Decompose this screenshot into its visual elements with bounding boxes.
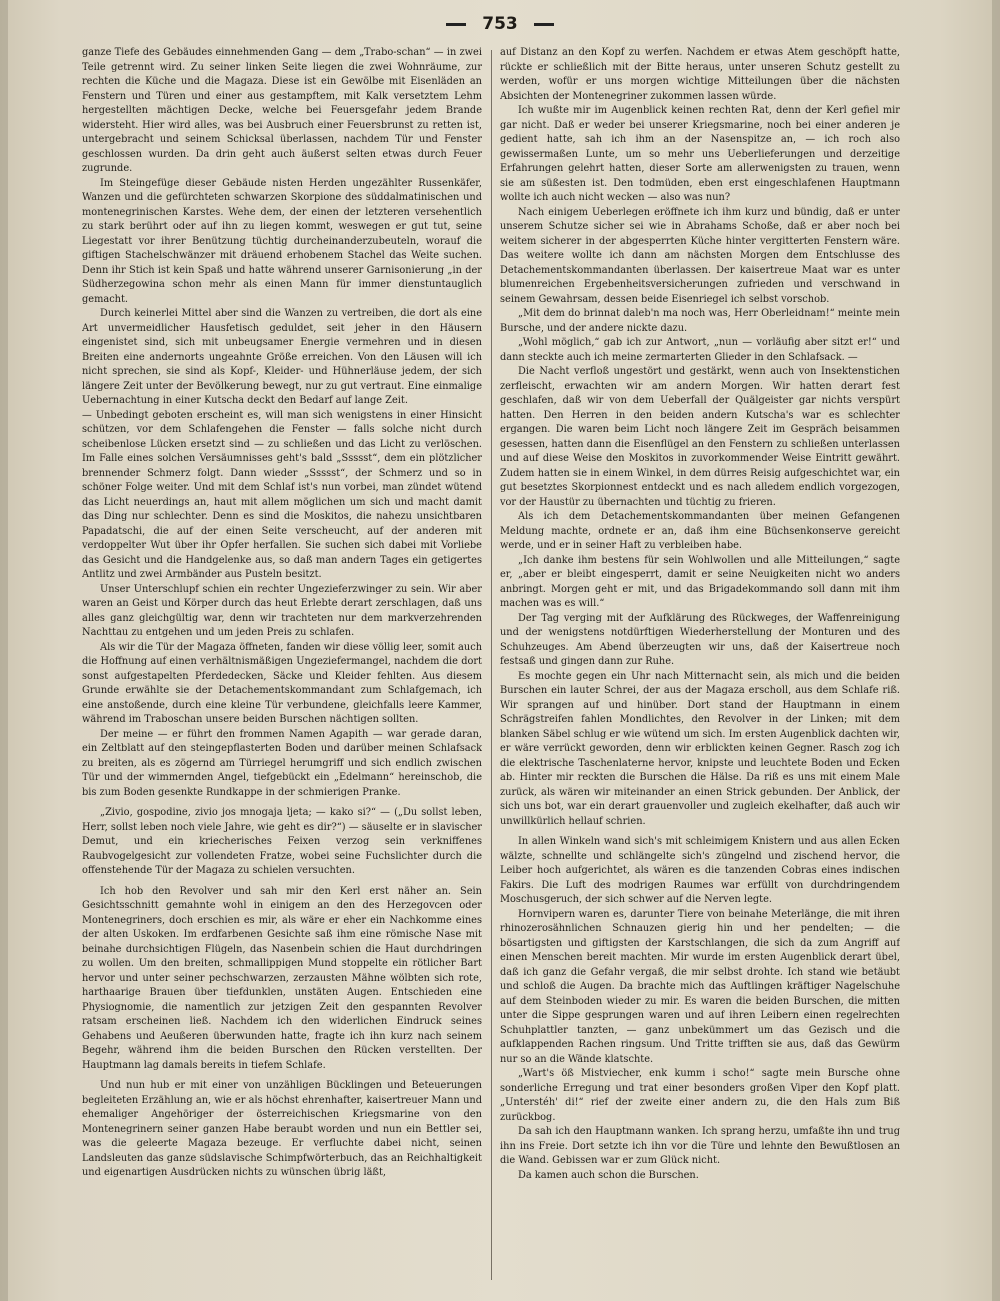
column-divider bbox=[491, 50, 492, 1280]
header-dash-left bbox=[446, 23, 466, 26]
paragraph: „Wohl möglich,“ gab ich zur Antwort, „nun — vorläufig aber sitzt er!“ und dann steckte auch ich meine zermarterten Glieder in den Schlafsack. — bbox=[500, 337, 900, 363]
paragraph: Hornvipern waren es, darunter Tiere von beinahe Meterlänge, die mit ihren rhinozerosähnlichen Schnauzen gierig hin und her pendelten; — die bösartigsten und giftigsten der Karstschlangen, die sich da zum Angriff auf einen Menschen bereit machten. Mir wurde im ersten Augenblick derart übel, daß ich ganz die Gefahr vergaß, die mir selbst drohte. Ich stand wie betäubt und schloß die Augen. Da brachte mich das Auftlingen kräftiger Nagelschuhe auf dem Steinboden wieder zu mir. Es waren die beiden Burschen, die mitten unter die Sippe gesprungen waren und auf ihren Leibern einen regelrechten Schuhplattler tanzten, — ganz unbekümmert um das Gezisch und die aufklappenden Rachen ringsum. Und Tritte trifften sie aus, daß das Gewürm nur so an die Wände klatschte. bbox=[500, 908, 900, 1065]
paragraph: Der Tag verging mit der Aufklärung des Rückweges, der Waffenreinigung und der wenigstens notdürftigen Wiederherstellung der Monturen und des Schuhzeuges. Am Abend überzeugten wir uns, daß der Kaisertreue noch festsaß und gingen dann zur Ruhe. bbox=[500, 612, 900, 667]
paragraph: Als wir die Tür der Magaza öffneten, fanden wir diese völlig leer, somit auch die Hoffnung auf einen verhältnismäßigen Ungeziefermangel, nachdem die dort sonst aufgestapelten Pferdedecken, Säcke und Kleider fehlten. Aus diesem Grunde erwählte sie der Detachementskommandant zum Schlafgemach, ich eine anstoßende, durch eine kleine Tür verbundene, gleichfalls leere Kammer, während im Traboschan unsere beiden Burschen nächtigen sollten. bbox=[82, 641, 482, 725]
paragraph: auf Distanz an den Kopf zu werfen. Nachdem er etwas Atem geschöpft hatte, rückte er schließlich mit der Bitte heraus, unter unseren Schutz gestellt zu werden, wofür er uns morgen wichtige Mitteilungen über die nächsten Absichten der Montenegriner zukommen lassen würde. bbox=[500, 47, 900, 102]
paragraph: Ich wußte mir im Augenblick keinen rechten Rat, denn der Kerl gefiel mir gar nicht. Daß er weder bei unserer Kriegsmarine, noch bei einer anderen je gedient hatte, sah ich ihm an der Nasenspitze an, — ich roch also gewissermaßen Lunte, um so mehr uns Ueberlieferungen und derzeitige Erfahrungen gelehrt hatten, dieser Sorte am allerwenigsten zu trauen, wenn sie am süßesten ist. Den todmüden, eben erst eingeschlafenen Hauptmann wollte ich auch nicht wecken — also was nun? bbox=[500, 105, 900, 203]
page-edge-right bbox=[992, 0, 1000, 1301]
paragraph: Die Nacht verfloß ungestört und gestärkt, wenn auch von Insektenstichen zerfleischt, erwachten wir am andern Morgen. Wir hatten derart fest geschlafen, daß wir von dem Ueberfall der Quälgeister gar nichts verspürt hatten. Den Herren in den beiden andern Kutscha's war es schlechter ergangen. Die waren beim Licht noch längere Zeit im Gespräch beisammen gesessen, hatten dann die Eisenflügel an den Fenstern zu schließen unterlassen und auf diese Weise den Moskitos in zuvorkommender Weise Eintritt gewährt. Zudem hatten sie in einem Winkel, in dem dürres Reisig aufgeschichtet war, ein gut besetztes Skorpionnest entdeckt und es nach alledem endlich vorgezogen, vor der Haustür zu übernachten und tüchtig zu frieren. bbox=[500, 366, 900, 508]
paragraph: „Wart's öß Mistviecher, enk kumm i scho!“ sagte mein Bursche ohne sonderliche Erregung und trat einer besonders großen Viper den Kopf platt. „Unterstéh' di!“ rief der zweite einer andern zu, die den Hals zum Biß zurückbog. bbox=[500, 1068, 900, 1123]
page-header bbox=[0, 14, 1000, 42]
page-edge-left bbox=[0, 0, 8, 1301]
paragraph: Ich hob den Revolver und sah mir den Kerl erst näher an. Sein Gesichtsschnitt gemahnte wohl in einigem an den des Herzegovcen oder Montenegriners, doch erschien es mir, als wäre er eher ein Nachkomme eines der alten Uskoken. Im erdfarbenen Gesichte saß ihm eine römische Nase mit beinahe durchsichtigen Flügeln, das Nasenbein schien die Haut durchdringen zu wollen. Um den breiten, schmallippigen Mund stoppelte ein rötlicher Bart hervor und unter seiner pechschwarzen, zerzausten Mähne wölbten sich rote, harthaarige Brauen über tiefdunklen, unstäten Augen. Entschieden eine Physiognomie, die namentlich zur jetzigen Zeit den gespannten Revolver ratsam erscheinen ließ. Nachdem ich den widerlichen Eindruck seines Gehabens und Aeußeren überwunden hatte, fragte ich ihn kurz nach seinem Begehr, während ihm die beiden Burschen den Rücken verstellten. Der Hauptmann lag damals bereits in tiefem Schlafe. bbox=[82, 885, 482, 1071]
left-column bbox=[82, 46, 482, 1286]
paragraph: — Unbedingt geboten erscheint es, will man sich wenigstens in einer Hinsicht schützen, vor dem Schlafengehen die Fenster — falls solche nicht durch scheibenlose Lücken ersetzt sind — zu schließen und das Licht zu verlöschen. Im Falle eines solchen Versäumnisses geht's bald „Ssssst“, dem ein plötzlicher brennender Schmerz folgt. Dann wieder „Ssssst“, der Schmerz und so in schöner Folge weiter. Und mit dem Schlaf ist's nun vorbei, man zündet wütend das Licht neuerdings an, haut mit allem möglichen um sich und macht damit das Ding nur schlechter. Denn es sind die Moskitos, die nahezu unsichtbaren Papadatschi, die auf der einen Seite verscheucht, auf der anderen mit verdoppelter Wut über ihr Opfer herfallen. Sie suchen sich dabei mit Vorliebe das Gesicht und die Handgelenke aus, so daß man andern Tages ein getigertes Antlitz und zwei Armbänder aus Pusteln besitzt. bbox=[82, 409, 482, 580]
paragraph: Als ich dem Detachementskommandanten über meinen Gefangenen Meldung machte, ordnete er an, daß ihm eine Büchsenkonserve gereicht werde, und er in seiner Haft zu verbleiben habe. bbox=[500, 511, 900, 551]
paragraph: Nach einigem Ueberlegen eröffnete ich ihm kurz und bündig, daß er unter unserem Schutze sicher sei wie in Abrahams Schoße, daß er aber noch bei weitem sicherer in der abgesperrten Küche hinter vergitterten Fenstern wäre. Das weitere wollte ich dann am nächsten Morgen dem Entschlusse des Detachementskommandanten überlassen. Der kaisertreue Maat war es unter blumenreichen Ergebenheitsversicherungen zufrieden und verschwand in seinem Gewahrsam, dessen beide Eisenriegel ich selbst vorschob. bbox=[500, 206, 900, 305]
paragraph: Es mochte gegen ein Uhr nach Mitternacht sein, als mich und die beiden Burschen ein lauter Schrei, der aus der Magaza erscholl, aus dem Schlafe riß. Wir sprangen auf und hinüber. Dort stand der Hauptmann in einem Schrägstreifen fahlen Mondlichtes, den Revolver in der Linken; mit dem blanken Säbel schlug er wie wütend um sich. Im ersten Augenblick dachten wir, er wäre verrückt geworden, denn wir erblickten keinen Gegner. Rasch zog ich die elektrische Taschenlaterne hervor, knipste und leuchtete Boden und Ecken ab. Hinter mir reckten die Burschen die Hälse. Da riß es uns mit einem Male zurück, als wären wir miteinander an einen Strick gebunden. Der Anblick, der sich uns bot, war ein derart grauenvoller und zugleich ekelhafter, daß auch wir unwillkürlich hellauf schrien. bbox=[500, 670, 900, 827]
paragraph: Durch keinerlei Mittel aber sind die Wanzen zu vertreiben, die dort als eine Art unvermeidlicher Hausfetisch geduldet, seit jeher in den Häusern eingenistet sind, sich mit unbeugsamer Energie vermehren und in diesen Breiten eine andernorts ungeahnte Größe erreichen. Von den Läusen will ich nicht sprechen, sie sind als Kopf-, Kleider- und Hühnerläuse jedem, der sich längere Zeit unter der Bevölkerung bewegt, nur zu gut vertraut. Eine einmalige Uebernachtung in einer Kutscha deckt den Bedarf auf lange Zeit. bbox=[82, 308, 482, 406]
paragraph: ganze Tiefe des Gebäudes einnehmenden Gang — dem „Trabo-schan“ — in zwei Teile getrennt wird. Zu seiner linken Seite liegen die zwei Wohnräume, zur rechten die Küche und die Magaza. Diese ist ein Gewölbe mit Eisenläden an Fenstern und Türen und einer aus gestampftem, mit Kalk versetztem Lehm hergestellten mächtigen Decke, welche bei Feuersgefahr jedem Brande widersteht. Hier wird alles, was bei Ausbruch einer Feuersbrunst zu retten ist, untergebracht und seinem Schicksal überlassen, nachdem Tür und Fenster geschlossen wurden. Da drin geht auch äußerst selten etwas durch Feuer zugrunde. bbox=[82, 47, 482, 174]
paragraph: Da kamen auch schon die Burschen. bbox=[518, 1169, 699, 1181]
paragraph: In allen Winkeln wand sich's mit schleimigem Knistern und aus allen Ecken wälzte, schnellte und schlängelte sich's züngelnd und zischend hervor, die Leiber hoch aufgerichtet, als wären es die tanzenden Cobras eines indischen Fakirs. Die Luft des modrigen Raumes war erfüllt von durchdringendem Moschusgeruch, der sich schwer auf die Nerven legte. bbox=[500, 836, 900, 905]
header-dash-right bbox=[534, 23, 554, 26]
page-number: 753 bbox=[482, 14, 518, 34]
paragraph: Unser Unterschlupf schien ein rechter Ungezieferzwinger zu sein. Wir aber waren an Geist und Körper durch das heut Erlebte derart zerschlagen, daß uns alles ganz gleichgültig war, denn wir trachteten nur dem markverzehrenden Nachttau zu entgehen und um jeden Preis zu schlafen. bbox=[82, 583, 482, 638]
paragraph: „Zivio, gospodine, zivio jos mnogaja ljeta; — kako si?“ — („Du sollst leben, Herr, sollst leben noch viele Jahre, wie geht es dir?“) — säuselte er in slavischer Demut, und ein kriecherisches Feixen verzog sein verkniffenes Raubvogelgesicht zur vollendeten Fratze, wobei seine Fuchslichter durch die offenstehende Tür der Magaza zu schielen versuchten. bbox=[82, 807, 482, 876]
paragraph: „Mit dem do brinnat daleb'n ma noch was, Herr Oberleidnam!“ meinte mein Bursche, und der andere nickte dazu. bbox=[500, 308, 900, 334]
right-column bbox=[500, 46, 900, 1286]
paragraph: Der meine — er führt den frommen Namen Agapith — war gerade daran, ein Zeltblatt auf den steingepflasterten Boden und darüber meinen Schlafsack zu breiten, als es zögernd am Türriegel herumgriff und sich endlich zwischen Tür und der wimmernden Angel, tiefgebückt ein „Edelmann“ hereinschob, die bis zum Boden gesenkte Rundkappe in der schmierigen Pranke. bbox=[82, 728, 482, 798]
paragraph: Und nun hub er mit einer von unzähligen Bücklingen und Beteuerungen begleiteten Erzählung an, wie er als höchst ehrenhafter, kaisertreuer Mann und ehemaliger Angehöriger der österreichischen Kriegsmarine von den Montenegrinern seiner ganzen Habe beraubt worden und nun ein Bettler sei, was die geleerte Magaza bezeuge. Er verfluchte dabei nicht, seinen Landsleuten das ganze südslavische Schimpfwörterbuch, das an Reichhaltigkeit und eigenartigen Ausdrücken nichts zu wünschen übrig läßt, bbox=[82, 1080, 482, 1178]
paragraph: Da sah ich den Hauptmann wanken. Ich sprang herzu, umfaßte ihn und trug ihn ins Freie. Dort setzte ich ihn vor die Türe und lehnte den Bewußtlosen an die Wand. Gebissen war er zum Glück nicht. bbox=[500, 1126, 900, 1166]
paragraph: „Ich danke ihm bestens für sein Wohlwollen und alle Mitteilungen,“ sagte er, „aber er bleibt eingesperrt, damit er seine Neuigkeiten nicht wo anders anbringt. Morgen geht er mit, und das Brigadekommando soll dann mit ihm machen was es will.“ bbox=[500, 554, 900, 609]
paragraph: Im Steingefüge dieser Gebäude nisten Herden ungezählter Russenkäfer, Wanzen und die gefürchteten schwarzen Skorpione des süddalmatinischen und montenegrinischen Karstes. Wehe dem, der einen der letzteren versehentlich zu stark berührt oder auf ihn zu liegen kommt, weswegen er gut tut, seine Liegestatt vor ihrer Benützung tüchtig durcheinanderzubeuteln, worauf die giftigen Stachelschwänzer mit dräuend erhobenem Stachel das Weite suchen. Denn ihr Stich ist kein Spaß und hatte während unserer Garnisonierung „in der Südherzegowina schon mehr als einen Mann für immer dienstuntauglich gemacht. bbox=[82, 177, 482, 305]
